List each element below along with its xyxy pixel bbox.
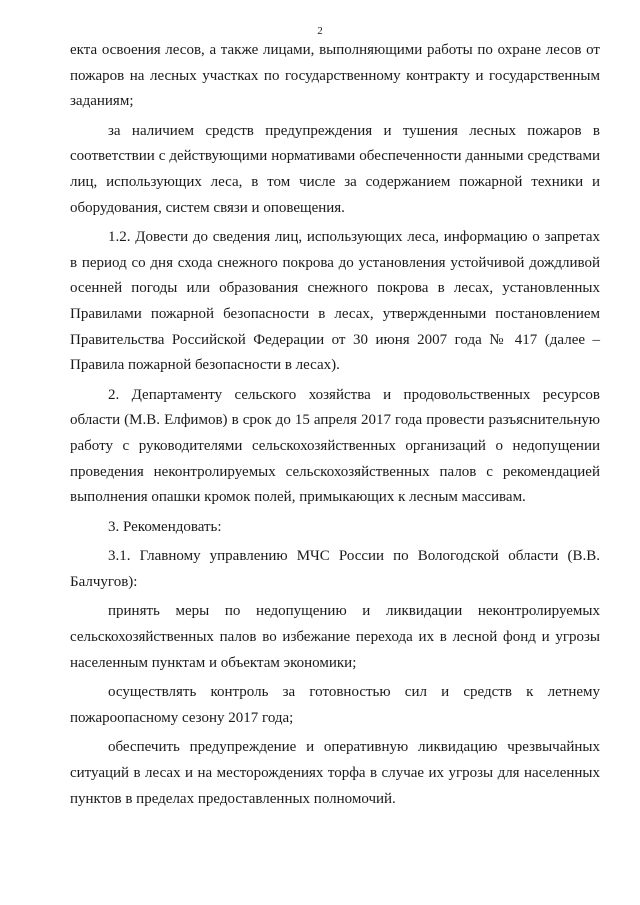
- paragraph-emergency-prevention: обеспечить предупреждение и оперативную ликвидацию чрезвычайных ситуаций в лесах и на месторождениях торфа в случае их угрозы для населенных пунктов в пределах предоставленных полномочий.: [70, 739, 600, 807]
- paragraph-prevent-burning: принять меры по недопущению и ликвидации неконтролируемых сельскохозяйственных палов во избежание перехода их в лесной фонд и угрозы населенным пунктам и объектам экономики;: [70, 603, 600, 671]
- paragraph-2: 2. Департаменту сельского хозяйства и продовольственных ресурсов области (М.В. Елфимов) в срок до 15 апреля 2017 года провести разъяснительную работу с руководителями сельскохозяйственных организаций о недопущении проведения неконтролируемых сельскохозяйственных палов с рекомендацией выполнения опашки кромок полей, примыкающих к лесным массивам.: [70, 386, 600, 506]
- paragraph-3-1: 3.1. Главному управлению МЧС России по Вологодской области (В.В. Балчугов):: [70, 548, 600, 590]
- document-body: [70, 38, 600, 816]
- page-number: 2: [317, 25, 323, 37]
- paragraph-1-2: 1.2. Довести до сведения лиц, использующих леса, информацию о запретах в период со дня схода снежного покрова до установления устойчивой дождливой осенней погоды или образования снежного покрова в лесах, установленных Правилами пожарной безопасности в лесах, утвержденными постановлением Правительства Российской Федерации от 30 июня 2007 года № 417 (далее – Правила пожарной безопасности в лесах).: [70, 229, 600, 374]
- paragraph-fire-equipment-control: за наличием средств предупреждения и тушения лесных пожаров в соответствии с действующими нормативами обеспеченности данными средствами лиц, использующих леса, в том числе за содержанием пожарной техники и оборудования, систем связи и оповещения.: [70, 122, 600, 216]
- paragraph-readiness-control: осуществлять контроль за готовностью сил и средств к летнему пожароопасному сезону 2017 года;: [70, 684, 600, 726]
- paragraph-3: 3. Рекомендовать:: [108, 518, 222, 535]
- paragraph-continuation: екта освоения лесов, а также лицами, выполняющими работы по охране лесов от пожаров на лесных участках по государственному контракту и государственным заданиям;: [70, 42, 600, 110]
